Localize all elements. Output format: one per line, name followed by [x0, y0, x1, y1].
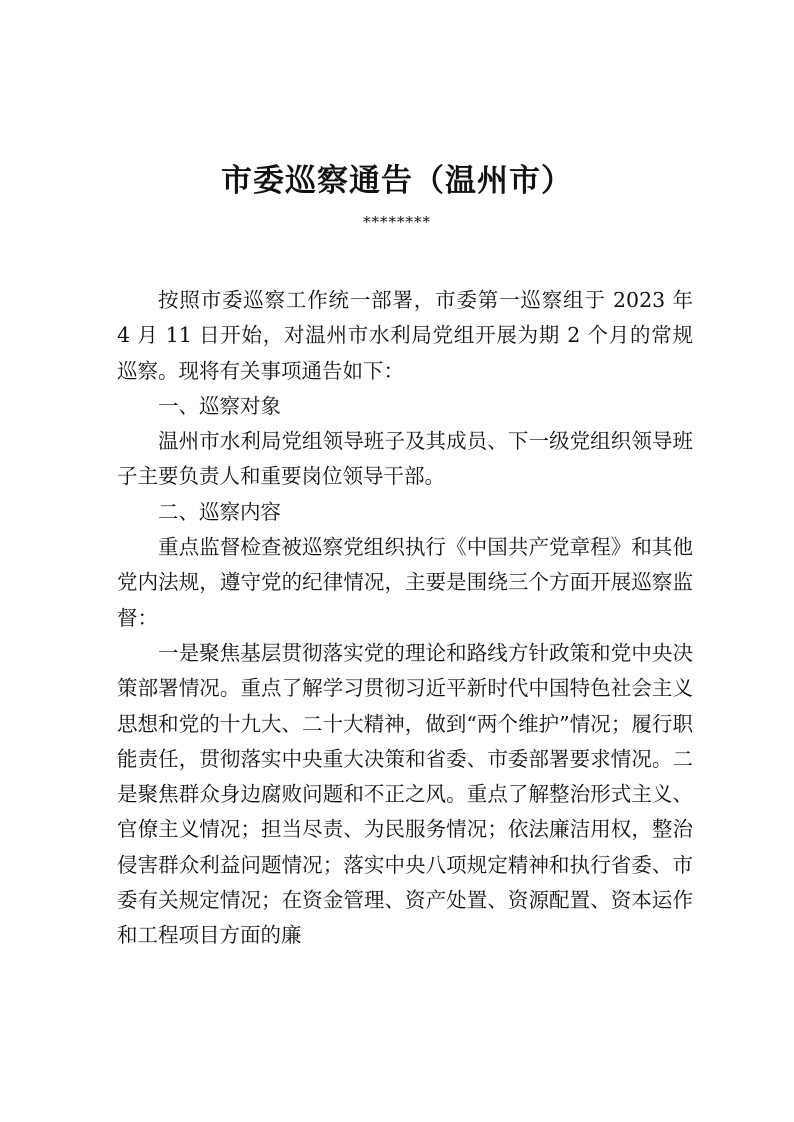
- paragraph-inspection-scope: 重点监督检查被巡察党组织执行《中国共产党章程》和其他党内法规，遵守党的纪律情况，主要是围绕三个方面开展巡察监督：: [117, 535, 693, 630]
- document-body: [117, 283, 693, 954]
- document-subtitle: ********: [363, 213, 431, 231]
- paragraph-inspection-focus: 一是聚焦基层贯彻落实党的理论和路线方针政策和党中央决策部署情况。重点了解学习贯彻习近平新时代中国特色社会主义思想和党的十九大、二十大精神，做到“两个维护”情况；履行职能责任，贯彻落实中央重大决策和省委、市委部署要求情况。二是聚焦群众身边腐败问题和不正之风。重点了解整治形式主义、官僚主义情况；担当尽责、为民服务情况；依法廉洁用权，整治侵害群众利益问题情况；落实中央八项规定精神和执行省委、市委有关规定情况；在资金管理、资产处置、资源配置、资本运作和工程项目方面的廉: [117, 640, 693, 948]
- paragraph-inspection-target: 温州市水利局党组领导班子及其成员、下一级党组织领导班子主要负责人和重要岗位领导干部。: [117, 429, 693, 489]
- heading-inspection-content: 二、巡察内容: [158, 499, 281, 524]
- heading-inspection-target: 一、巡察对象: [158, 393, 281, 418]
- document-title: 市委巡察通告（温州市）: [221, 163, 573, 199]
- paragraph-intro: 按照市委巡察工作统一部署，市委第一巡察组于 2023 年 4 月 11 日开始，对温州市水利局党组开展为期 2 个月的常规巡察。现将有关事项通告如下：: [117, 288, 693, 383]
